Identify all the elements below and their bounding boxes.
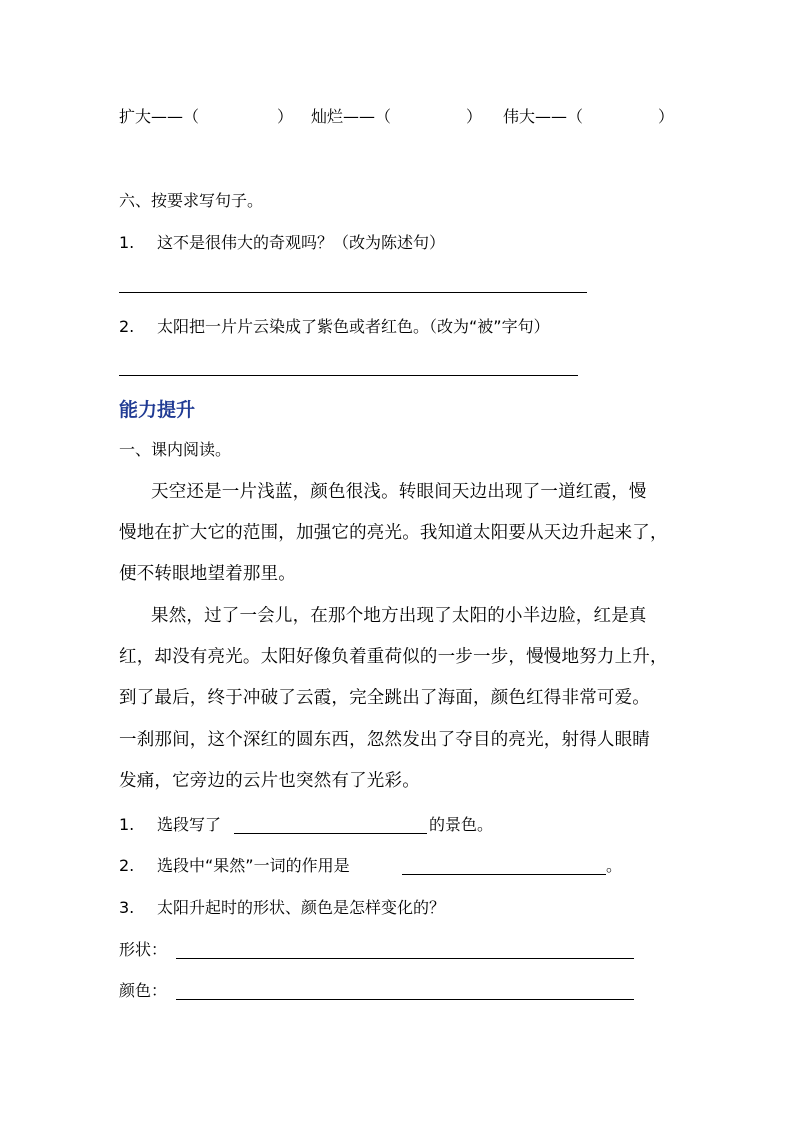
para2-line-4: 一刹那间，这个深红的圆东西，忽然发出了夺目的亮光，射得人眼睛 bbox=[119, 730, 650, 750]
reading-q1-blank[interactable] bbox=[234, 815, 427, 834]
reading-q2-blank[interactable] bbox=[402, 856, 606, 875]
reading-q2 bbox=[119, 856, 623, 876]
word-item-3-text: 伟大——（ bbox=[503, 107, 584, 126]
section6-title: 六、按要求写句子。 bbox=[119, 191, 264, 210]
word-item-2-close: ） bbox=[466, 107, 483, 126]
reading-q2-post: 。 bbox=[606, 856, 623, 875]
section6-q2-num: 2. bbox=[119, 317, 135, 336]
section6-q1-num: 1. bbox=[119, 233, 135, 252]
para2-line-2: 红，却没有亮光。太阳好像负着重荷似的一步一步，慢慢地努力上升， bbox=[119, 647, 668, 667]
color-answer-line[interactable] bbox=[176, 999, 634, 1000]
word-item-1-close: ） bbox=[277, 107, 294, 126]
reading-q3-num: 3. bbox=[119, 898, 135, 917]
reading-q3-text: 太阳升起时的形状、颜色是怎样变化的？ bbox=[157, 898, 446, 917]
word-item-2 bbox=[311, 107, 483, 127]
reading-q1-post: 的景色。 bbox=[429, 815, 494, 834]
para1-line-3: 便不转眼地望着那里。 bbox=[119, 564, 296, 584]
section6-q1-text: 这不是很伟大的奇观吗？（改为陈述句） bbox=[157, 233, 446, 252]
section6-q1 bbox=[119, 233, 446, 253]
reading-q2-num: 2. bbox=[119, 856, 135, 875]
word-item-1-text: 扩大——（ bbox=[119, 107, 200, 126]
shape-label: 形状： bbox=[119, 940, 168, 959]
reading-subheading: 一、课内阅读。 bbox=[119, 440, 232, 459]
reading-q1-num: 1. bbox=[119, 815, 135, 834]
reading-q3 bbox=[119, 898, 446, 918]
word-item-2-text: 灿烂——（ bbox=[311, 107, 392, 126]
section6-q2-text: 太阳把一片片云染成了紫色或者红色。（改为“被”字句） bbox=[157, 317, 550, 336]
para1-line-2: 慢地在扩大它的范围，加强它的亮光。我知道太阳要从天边升起来了， bbox=[119, 523, 668, 543]
para2-line-3: 到了最后，终于冲破了云霞，完全跳出了海面，颜色红得非常可爱。 bbox=[119, 688, 650, 708]
para1-line-1: 天空还是一片浅蓝，颜色很浅。转眼间天边出现了一道红霞，慢 bbox=[151, 482, 647, 502]
reading-q2-pre: 选段中“果然”一词的作用是 bbox=[157, 856, 350, 875]
ability-heading: 能力提升 bbox=[119, 399, 196, 421]
word-item-3-close: ） bbox=[658, 107, 675, 126]
word-item-1 bbox=[119, 107, 294, 127]
reading-q1-pre: 选段写了 bbox=[157, 815, 222, 834]
para2-line-5: 发痛，它旁边的云片也突然有了光彩。 bbox=[119, 771, 420, 791]
para2-line-1: 果然，过了一会儿，在那个地方出现了太阳的小半边脸，红是真 bbox=[151, 606, 647, 626]
section6-q1-answer-line[interactable] bbox=[119, 292, 587, 293]
section6-q2 bbox=[119, 317, 550, 337]
reading-q1 bbox=[119, 815, 494, 835]
shape-answer-line[interactable] bbox=[176, 958, 634, 959]
word-item-3 bbox=[503, 107, 675, 127]
section6-q2-answer-line[interactable] bbox=[119, 375, 578, 376]
color-label: 颜色： bbox=[119, 981, 168, 1000]
